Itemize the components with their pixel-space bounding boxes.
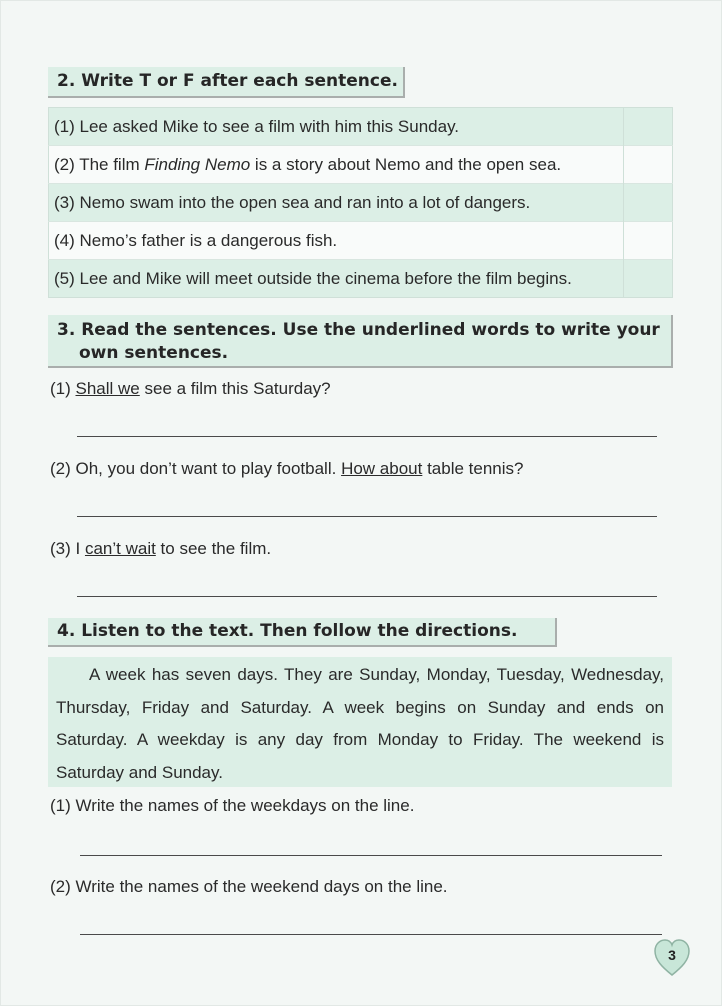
true-false-table bbox=[48, 107, 673, 298]
section-3-heading-line1: 3. Read the sentences. Use the underlined words to write your bbox=[57, 320, 660, 340]
sentence-item-2 bbox=[50, 459, 523, 479]
section-3-heading-line2: own sentences. bbox=[79, 343, 229, 363]
sentence-text: (1) bbox=[50, 379, 76, 398]
table-row bbox=[49, 108, 673, 146]
sentence-item-1 bbox=[50, 379, 331, 399]
answer-line[interactable] bbox=[80, 855, 662, 856]
answer-line[interactable] bbox=[77, 436, 657, 437]
statement-cell bbox=[49, 146, 624, 184]
sentence-text: (2) Oh, you don’t want to play football. bbox=[50, 459, 342, 478]
statement-text: (3) Nemo swam into the open sea and ran into a lot of dangers. bbox=[54, 192, 531, 212]
statement-text: is a story about Nemo and the open sea. bbox=[250, 154, 562, 174]
statement-text: (5) Lee and Mike will meet outside the cinema before the film begins. bbox=[54, 268, 572, 288]
page-number: 3 bbox=[668, 947, 676, 963]
table-row bbox=[49, 222, 673, 260]
answer-cell[interactable] bbox=[624, 146, 673, 184]
film-title: Finding Nemo bbox=[144, 154, 251, 174]
statement-cell bbox=[49, 184, 624, 222]
listening-passage bbox=[48, 657, 672, 787]
table-row bbox=[49, 260, 673, 298]
section-4-heading bbox=[48, 618, 557, 647]
sentence-text: table tennis? bbox=[422, 459, 524, 478]
answer-cell[interactable] bbox=[624, 108, 673, 146]
statement-cell bbox=[49, 260, 624, 298]
statement-text: (2) The film bbox=[54, 154, 145, 174]
sentence-text: to see the film. bbox=[155, 539, 272, 558]
direction-item-2: (2) Write the names of the weekend days on the line. bbox=[50, 877, 448, 896]
answer-line[interactable] bbox=[80, 934, 662, 935]
statement-cell bbox=[49, 222, 624, 260]
statement-text: (1) Lee asked Mike to see a film with him this Sunday. bbox=[54, 116, 460, 136]
table-row bbox=[49, 184, 673, 222]
answer-line[interactable] bbox=[77, 516, 657, 517]
page-number-badge bbox=[653, 938, 691, 978]
answer-cell[interactable] bbox=[624, 260, 673, 298]
direction-item-1: (1) Write the names of the weekdays on the line. bbox=[50, 796, 415, 815]
underlined-phrase: How about bbox=[341, 459, 423, 478]
table-row bbox=[49, 146, 673, 184]
sentence-text: see a film this Saturday? bbox=[139, 379, 331, 398]
section-4-heading-text: 4. Listen to the text. Then follow the directions. bbox=[57, 621, 518, 641]
passage-text: A week has seven days. They are Sunday, Monday, Tuesday, Wednesday, Thursday, Friday and Saturday. A week begins on Sunday and ends on Saturday. A weekday is any day from Monday to Friday. The weekend is Saturday and Sunday. bbox=[56, 665, 664, 782]
sentence-item-3 bbox=[50, 539, 271, 559]
sentence-text: (3) I bbox=[50, 539, 85, 558]
statement-cell bbox=[49, 108, 624, 146]
section-2-heading bbox=[48, 67, 405, 98]
underlined-phrase: can’t wait bbox=[84, 539, 156, 558]
answer-line[interactable] bbox=[77, 596, 657, 597]
answer-cell[interactable] bbox=[624, 222, 673, 260]
section-3-heading bbox=[48, 315, 673, 368]
section-2-heading-text: 2. Write T or F after each sentence. bbox=[57, 71, 398, 91]
underlined-phrase: Shall we bbox=[75, 379, 140, 398]
answer-cell[interactable] bbox=[624, 184, 673, 222]
statement-text: (4) Nemo’s father is a dangerous fish. bbox=[54, 230, 338, 250]
